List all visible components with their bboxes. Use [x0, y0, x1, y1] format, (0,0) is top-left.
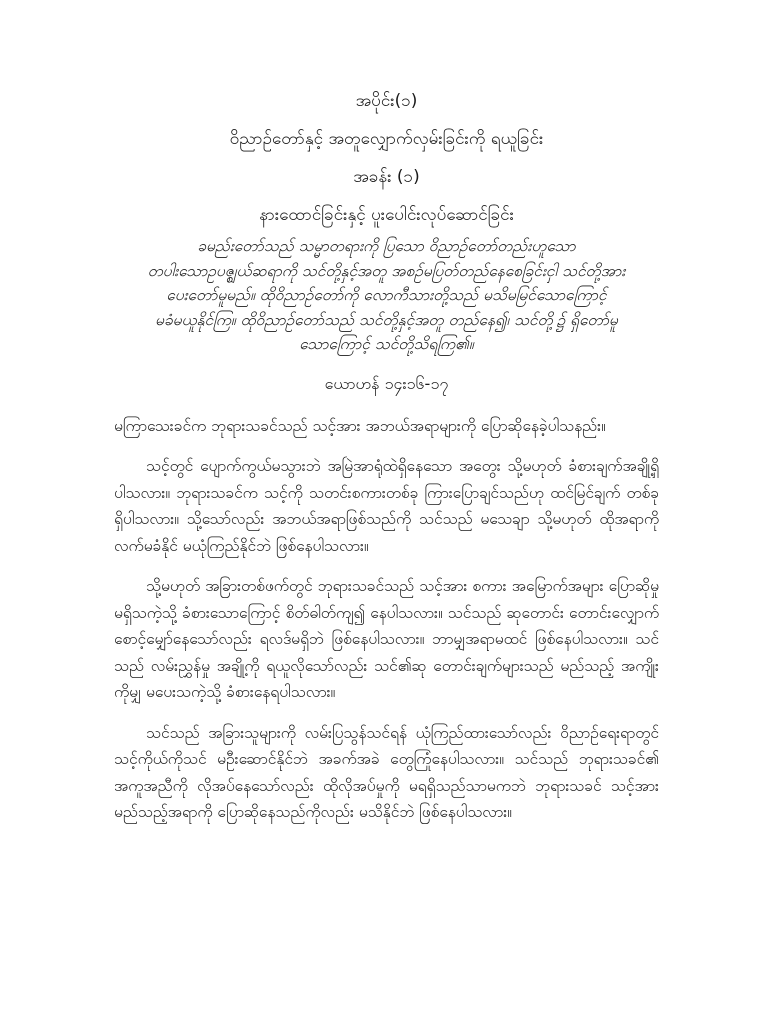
book-title: ဝိညာဉ်တော်နှင့် အတူလျှောက်လှမ်းခြင်းကို ရယူခြင်း: [229, 129, 544, 149]
scripture-reference: ယောဟန် ၁၄း၁၆-၁၇: [324, 373, 449, 393]
body-paragraph: သို့မဟုတ် အခြားတစ်ဖက်တွင် ဘုရားသခင်သည် သင့်အား စကား အမြောက်အများ ပြောဆိုမှု မရှိသကဲ့သို့ ခံစားသောကြောင့် စိတ်ဓါတ်ကျ၍ နေပါသလား။ သင်သည် ဆုတောင်း တောင်းလျှောက် စောင့်မျှော်နေသော်လည်း ရလဒ်မရှိဘဲ ဖြစ်နေပါသလား။ ဘာမျှအရာမထင် ဖြစ်နေပါသလား။ သင်သည် လမ်းညွှန်မှု အချို့ကို ရယူလိုသော်လည်း သင်၏ဆု တောင်းချက်များသည် မည်သည့် အကျိုးကိုမျှ မပေးသကဲ့သို့ ခံစားနေရပါသလား။: [114, 577, 659, 701]
quote-line: တပါးသောဥပဇ္ဈယ်ဆရာကို သင်တို့နှင့်အတူ အစဉ်မပြတ်တည်နေစေခြင်းငှါ သင်တို့အား: [147, 261, 626, 280]
quote-line: သောကြောင့် သင်တို့သိရကြ၏။: [299, 335, 474, 353]
quote-line: ခမည်းတော်သည် သမ္မာတရားကို ပြသော ဝိညာဉ်တော်တည်းဟူသော: [197, 237, 576, 255]
lesson-number: အခန်း (၁): [353, 167, 420, 187]
body-paragraph: သင်သည် အခြားသူများကို လမ်းပြသွန်သင်ရန် ယုံကြည်ထားသော်လည်း ဝိညာဉ်ရေးရာတွင် သင့်ကိုယ်ကိုသင် မဦးဆောင်နိုင်ဘဲ အခက်အခဲ တွေကြုံနေပါသလား။ သင်သည် ဘုရားသခင်၏ အကူအညီကို လိုအပ်နေသော်လည်း ထိုလိုအပ်မှုကို မရရှိသည်သာမကဘဲ ဘုရားသခင် သင့်အား မည်သည့်အရာကို ပြောဆိုနေသည်ကိုလည်း မသိနိုင်ဘဲ ဖြစ်နေပါသလား။: [114, 723, 659, 821]
scripture-quote: [114, 234, 659, 357]
quote-line: ပေးတော်မူမည်။ ထိုဝိညာဉ်တော်ကို လောကီသားတို့သည် မသိမမြင်သောကြောင့်: [166, 286, 607, 304]
body-paragraph: မကြာသေးခင်က ဘုရားသခင်သည် သင့်အား အဘယ်အရာများကို ပြောဆိုနေခဲ့ပါသနည်း။: [114, 416, 606, 435]
body-paragraph: သင့်တွင် ပျောက်ကွယ်မသွားဘဲ အမြဲအာရုံထဲရှိနေသော အတွေး သို့မဟုတ် ခံစားချက်အချို့ရှိပါသလား။ ဘုရားသခင်က သင့်ကို သတင်းစကားတစ်ခု ကြားပြောချင်သည်ဟု ထင်မြင်ချက် တစ်ခုရှိပါသလား။ သို့သော်လည်း အဘယ်အရာဖြစ်သည်ကို သင်သည် မသေချာ သို့မဟုတ် ထိုအရာကို လက်မခံနိုင် မယုံကြည်နိုင်ဘဲ ဖြစ်နေပါသလား။: [114, 457, 659, 555]
document-page: [114, 78, 659, 826]
quote-line: မခံမယူနိုင်ကြ။ ထိုဝိညာဉ်တော်သည် သင်တို့နှင့်အတူ တည်နေ၍၊ သင်တို့၌ ရှိတော်မူ: [155, 310, 618, 329]
lesson-title: နားထောင်ခြင်းနှင့် ပူးပေါင်းလုပ်ဆောင်ခြင်း: [259, 205, 514, 225]
part-title: အပိုင်း(၁): [355, 91, 418, 111]
